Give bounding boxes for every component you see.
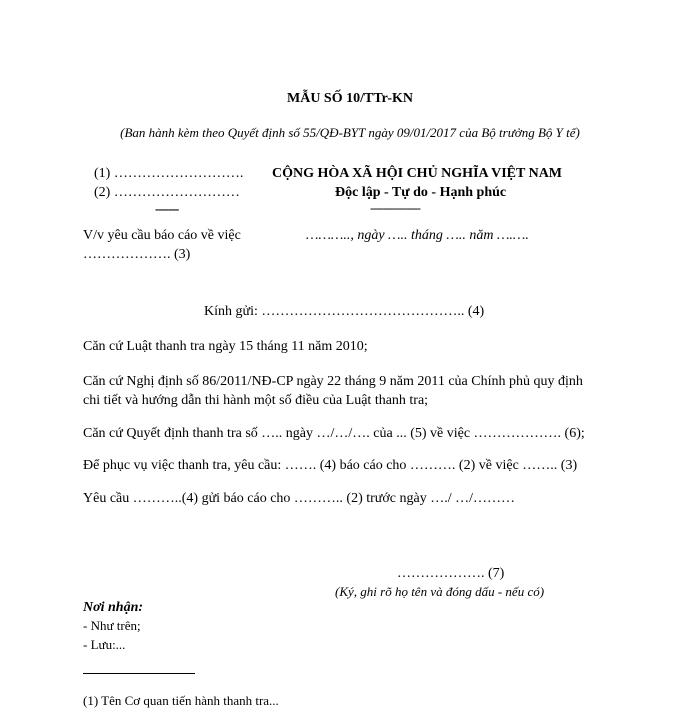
agency-line-1: (1) ………………………. [94,166,244,181]
subject-line-2: ………………. (3) [83,247,191,262]
body-paragraph-1: Căn cứ Luật thanh tra ngày 15 tháng 11 năm 2010; [83,339,368,354]
form-title: MẪU SỐ 10/TTr-KN [287,91,413,106]
footnote-separator [83,673,195,674]
signature-note: (Ký, ghi rõ họ tên và đóng dấu - nếu có) [335,584,545,599]
recipients-item-2: - Lưu:... [83,637,126,652]
date-line: ……….., ngày ….. tháng ….. năm ….…. [306,228,529,243]
issued-note: (Ban hành kèm theo Quyết định số 55/QĐ-BYT ngày 09/01/2017 của Bộ trưởng Bộ Y tế) [120,125,580,140]
body-paragraph-3: Căn cứ Quyết định thanh tra số ….. ngày …/…/…. của ... (5) về việc ………………. (6); [83,426,585,441]
body-paragraph-4: Để phục vụ việc thanh tra, yêu cầu: ……. (4) báo cáo cho ………. (2) về việc …….. (3) [83,458,578,473]
agency-divider: ------- [155,201,179,216]
motto: Độc lập - Tự do - Hạnh phúc [335,185,507,200]
recipient-line: Kính gửi: …………………………………….. (4) [204,304,485,319]
motto-divider: --------------- [370,200,420,215]
body-paragraph-5: Yêu cầu ………..(4) gửi báo cáo cho ……….. (2) trước ngày …./ …/……… [83,491,515,506]
footnote-line: (1) Tên Cơ quan tiến hành thanh tra... [83,693,279,708]
recipients-heading: Nơi nhận: [83,600,144,615]
subject-line-1: V/v yêu cầu báo cáo về việc [83,228,241,243]
body-paragraph-2-line-2: chi tiết và hướng dẫn thi hành một số điều của Luật thanh tra; [83,393,429,408]
recipients-item-1: - Như trên; [83,618,141,633]
agency-line-2: (2) ……………………… [94,185,240,200]
signature-line: ………………. (7) [397,566,505,581]
body-paragraph-2-line-1: Căn cứ Nghị định số 86/2011/NĐ-CP ngày 22 tháng 9 năm 2011 của Chính phủ quy định [83,374,583,389]
country-name: CỘNG HÒA XÃ HỘI CHỦ NGHĨA VIỆT NAM [272,166,563,181]
